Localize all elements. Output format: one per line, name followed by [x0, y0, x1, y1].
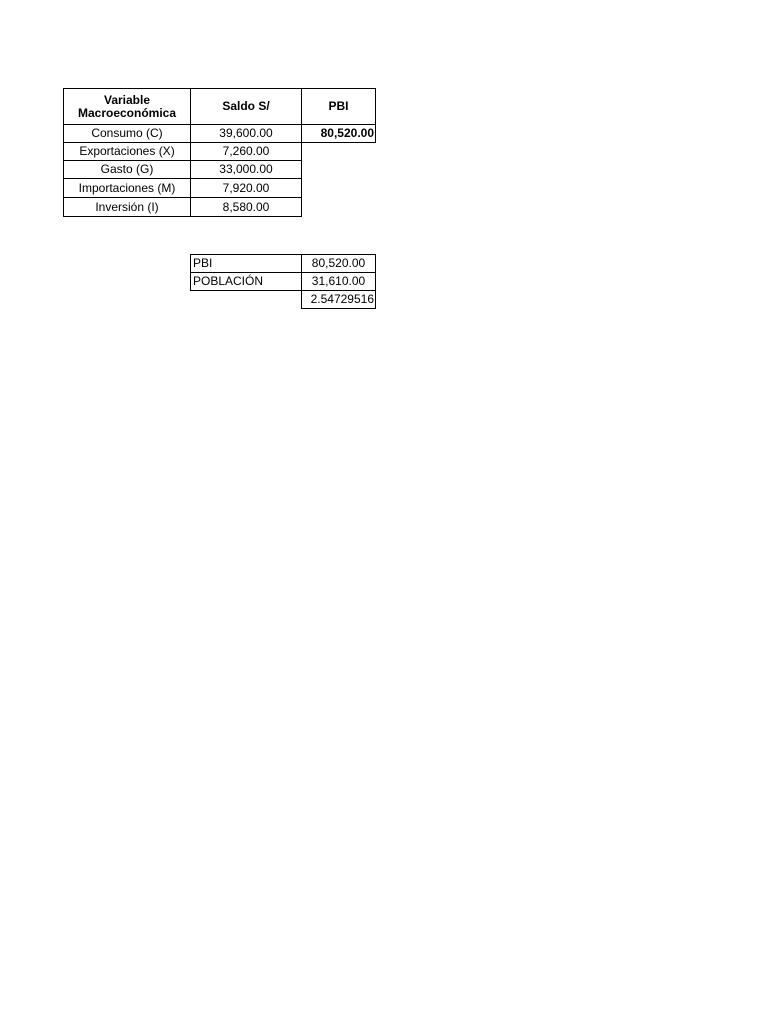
pbi-total-value: 80,520.00 — [301, 124, 376, 143]
header-variable-line1: Variable — [103, 92, 151, 107]
header-pbi — [301, 88, 376, 125]
t2-value-ratio: 2.54729516 — [301, 290, 376, 309]
t2-value-pbi: 80,520.00 — [301, 254, 376, 273]
t2-label-pbi: PBI — [190, 254, 302, 273]
row-label-inversion: Inversión (I) — [63, 197, 191, 217]
header-pbi-label: PBI — [328, 99, 349, 113]
row-label-importaciones: Importaciones (M) — [63, 178, 191, 198]
header-variable-macroeconomica — [63, 88, 191, 125]
row-value-importaciones: 7,920.00 — [190, 178, 302, 198]
t2-value-poblacion: 31,610.00 — [301, 272, 376, 291]
row-value-consumo: 39,600.00 — [190, 124, 302, 143]
header-variable-line2: Macroeconómica — [77, 105, 177, 120]
header-saldo-label: Saldo S/ — [222, 99, 270, 113]
t2-label-poblacion: POBLACIÓN — [190, 272, 302, 291]
row-value-gasto: 33,000.00 — [190, 160, 302, 179]
row-value-exportaciones: 7,260.00 — [190, 142, 302, 161]
row-label-gasto: Gasto (G) — [63, 160, 191, 179]
row-value-inversion: 8,580.00 — [190, 197, 302, 217]
header-saldo — [190, 88, 302, 125]
row-label-consumo: Consumo (C) — [63, 124, 191, 143]
row-label-exportaciones: Exportaciones (X) — [63, 142, 191, 161]
